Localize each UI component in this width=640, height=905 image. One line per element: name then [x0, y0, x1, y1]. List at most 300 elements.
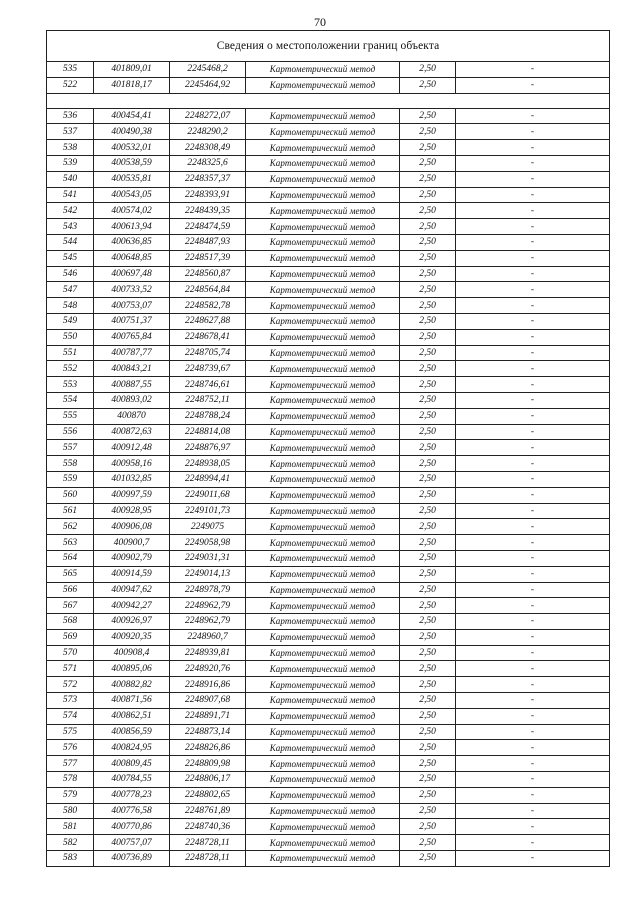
table-row — [47, 851, 610, 867]
y-coordinate-cell: 2248439,35 — [170, 203, 246, 219]
y-coordinate-cell: 2248728,11 — [170, 835, 246, 851]
description-cell: - — [456, 266, 610, 282]
precision-cell: 2,50 — [400, 108, 456, 124]
point-number-cell: 570 — [47, 645, 94, 661]
table-row — [47, 377, 610, 393]
table-row — [47, 803, 610, 819]
x-coordinate-cell: 400895,06 — [94, 661, 170, 677]
method-cell: Картометрический метод — [246, 313, 400, 329]
table-row — [47, 313, 610, 329]
boundary-coordinates-table — [46, 30, 610, 867]
method-cell: Картометрический метод — [246, 282, 400, 298]
point-number-cell: 567 — [47, 598, 94, 614]
description-cell: - — [456, 140, 610, 156]
point-number-cell: 548 — [47, 298, 94, 314]
description-cell: - — [456, 155, 610, 171]
x-coordinate-cell: 400902,79 — [94, 550, 170, 566]
table-row — [47, 582, 610, 598]
y-coordinate-cell: 2248814,08 — [170, 424, 246, 440]
description-cell: - — [456, 598, 610, 614]
description-cell: - — [456, 456, 610, 472]
page-number: 70 — [314, 15, 326, 29]
y-coordinate-cell: 2248272,07 — [170, 108, 246, 124]
point-number-cell: 549 — [47, 313, 94, 329]
x-coordinate-cell: 400490,38 — [94, 124, 170, 140]
point-number-cell: 565 — [47, 566, 94, 582]
x-coordinate-cell: 400928,95 — [94, 503, 170, 519]
precision-cell: 2,50 — [400, 835, 456, 851]
y-coordinate-cell: 2249011,68 — [170, 487, 246, 503]
y-coordinate-cell: 2248962,79 — [170, 614, 246, 630]
table-row — [47, 535, 610, 551]
table-row — [47, 282, 610, 298]
method-cell: Картометрический метод — [246, 108, 400, 124]
description-cell: - — [456, 298, 610, 314]
y-coordinate-cell: 2249031,31 — [170, 550, 246, 566]
method-cell: Картометрический метод — [246, 187, 400, 203]
precision-cell: 2,50 — [400, 471, 456, 487]
description-cell: - — [456, 250, 610, 266]
point-number-cell: 559 — [47, 471, 94, 487]
precision-cell: 2,50 — [400, 408, 456, 424]
table-row — [47, 203, 610, 219]
precision-cell: 2,50 — [400, 661, 456, 677]
method-cell: Картометрический метод — [246, 155, 400, 171]
y-coordinate-cell: 2249058,98 — [170, 535, 246, 551]
method-cell: Картометрический метод — [246, 62, 400, 78]
point-number-cell: 582 — [47, 835, 94, 851]
x-coordinate-cell: 400942,27 — [94, 598, 170, 614]
x-coordinate-cell: 400574,02 — [94, 203, 170, 219]
y-coordinate-cell: 2248873,14 — [170, 724, 246, 740]
table-row — [47, 440, 610, 456]
precision-cell: 2,50 — [400, 819, 456, 835]
table-row — [47, 487, 610, 503]
x-coordinate-cell: 400538,59 — [94, 155, 170, 171]
x-coordinate-cell: 400882,82 — [94, 677, 170, 693]
table-row — [47, 677, 610, 693]
x-coordinate-cell: 400871,56 — [94, 693, 170, 709]
precision-cell: 2,50 — [400, 582, 456, 598]
method-cell: Картометрический метод — [246, 408, 400, 424]
table-row — [47, 266, 610, 282]
precision-cell: 2,50 — [400, 803, 456, 819]
y-coordinate-cell: 2248308,49 — [170, 140, 246, 156]
y-coordinate-cell: 2248962,79 — [170, 598, 246, 614]
description-cell: - — [456, 787, 610, 803]
description-cell: - — [456, 345, 610, 361]
y-coordinate-cell: 2248705,74 — [170, 345, 246, 361]
point-number-cell: 535 — [47, 62, 94, 78]
method-cell: Картометрический метод — [246, 329, 400, 345]
description-cell: - — [456, 392, 610, 408]
precision-cell: 2,50 — [400, 424, 456, 440]
precision-cell: 2,50 — [400, 124, 456, 140]
method-cell: Картометрический метод — [246, 298, 400, 314]
precision-cell: 2,50 — [400, 234, 456, 250]
precision-cell: 2,50 — [400, 345, 456, 361]
point-number-cell: 555 — [47, 408, 94, 424]
table-body — [47, 31, 610, 867]
description-cell: - — [456, 219, 610, 235]
precision-cell: 2,50 — [400, 566, 456, 582]
description-cell: - — [456, 756, 610, 772]
method-cell: Картометрический метод — [246, 487, 400, 503]
precision-cell: 2,50 — [400, 219, 456, 235]
precision-cell: 2,50 — [400, 313, 456, 329]
precision-cell: 2,50 — [400, 203, 456, 219]
table-row — [47, 772, 610, 788]
precision-cell: 2,50 — [400, 519, 456, 535]
point-number-cell: 554 — [47, 392, 94, 408]
table-row — [47, 408, 610, 424]
precision-cell: 2,50 — [400, 361, 456, 377]
description-cell: - — [456, 708, 610, 724]
y-coordinate-cell: 2248678,41 — [170, 329, 246, 345]
description-cell: - — [456, 440, 610, 456]
precision-cell: 2,50 — [400, 708, 456, 724]
method-cell: Картометрический метод — [246, 250, 400, 266]
point-number-cell: 574 — [47, 708, 94, 724]
description-cell: - — [456, 535, 610, 551]
x-coordinate-cell: 400862,51 — [94, 708, 170, 724]
y-coordinate-cell: 2248802,65 — [170, 787, 246, 803]
precision-cell: 2,50 — [400, 440, 456, 456]
x-coordinate-cell: 401032,85 — [94, 471, 170, 487]
description-cell: - — [456, 724, 610, 740]
method-cell: Картометрический метод — [246, 787, 400, 803]
table-row — [47, 740, 610, 756]
y-coordinate-cell: 2248891,71 — [170, 708, 246, 724]
description-cell: - — [456, 361, 610, 377]
precision-cell: 2,50 — [400, 550, 456, 566]
x-coordinate-cell: 400908,4 — [94, 645, 170, 661]
y-coordinate-cell: 2248806,17 — [170, 772, 246, 788]
method-cell: Картометрический метод — [246, 392, 400, 408]
table-row — [47, 503, 610, 519]
x-coordinate-cell: 400926,97 — [94, 614, 170, 630]
method-cell: Картометрический метод — [246, 724, 400, 740]
y-coordinate-cell: 2248920,76 — [170, 661, 246, 677]
point-number-cell: 577 — [47, 756, 94, 772]
x-coordinate-cell: 400809,45 — [94, 756, 170, 772]
x-coordinate-cell: 400751,37 — [94, 313, 170, 329]
method-cell: Картометрический метод — [246, 550, 400, 566]
description-cell: - — [456, 187, 610, 203]
precision-cell: 2,50 — [400, 77, 456, 93]
x-coordinate-cell: 400765,84 — [94, 329, 170, 345]
description-cell: - — [456, 550, 610, 566]
description-cell: - — [456, 740, 610, 756]
point-number-cell: 539 — [47, 155, 94, 171]
method-cell: Картометрический метод — [246, 140, 400, 156]
precision-cell: 2,50 — [400, 772, 456, 788]
x-coordinate-cell: 400532,01 — [94, 140, 170, 156]
precision-cell: 2,50 — [400, 187, 456, 203]
precision-cell: 2,50 — [400, 787, 456, 803]
point-number-cell: 542 — [47, 203, 94, 219]
method-cell: Картометрический метод — [246, 377, 400, 393]
description-cell: - — [456, 424, 610, 440]
x-coordinate-cell: 400770,86 — [94, 819, 170, 835]
precision-cell: 2,50 — [400, 266, 456, 282]
y-coordinate-cell: 2248826,86 — [170, 740, 246, 756]
precision-cell: 2,50 — [400, 140, 456, 156]
method-cell: Картометрический метод — [246, 677, 400, 693]
y-coordinate-cell: 2245464,92 — [170, 77, 246, 93]
description-cell: - — [456, 614, 610, 630]
description-cell: - — [456, 62, 610, 78]
y-coordinate-cell: 2248907,68 — [170, 693, 246, 709]
method-cell: Картометрический метод — [246, 598, 400, 614]
method-cell: Картометрический метод — [246, 851, 400, 867]
method-cell: Картометрический метод — [246, 535, 400, 551]
precision-cell: 2,50 — [400, 171, 456, 187]
y-coordinate-cell: 2248938,05 — [170, 456, 246, 472]
description-cell: - — [456, 329, 610, 345]
table-row — [47, 566, 610, 582]
point-number-cell: 580 — [47, 803, 94, 819]
x-coordinate-cell: 401809,01 — [94, 62, 170, 78]
x-coordinate-cell: 400843,21 — [94, 361, 170, 377]
description-cell: - — [456, 519, 610, 535]
precision-cell: 2,50 — [400, 503, 456, 519]
method-cell: Картометрический метод — [246, 219, 400, 235]
precision-cell: 2,50 — [400, 598, 456, 614]
x-coordinate-cell: 400824,95 — [94, 740, 170, 756]
y-coordinate-cell: 2249014,13 — [170, 566, 246, 582]
table-row — [47, 62, 610, 78]
x-coordinate-cell: 400856,59 — [94, 724, 170, 740]
point-number-cell: 541 — [47, 187, 94, 203]
y-coordinate-cell: 2248978,79 — [170, 582, 246, 598]
x-coordinate-cell: 400872,63 — [94, 424, 170, 440]
method-cell: Картометрический метод — [246, 171, 400, 187]
precision-cell: 2,50 — [400, 456, 456, 472]
precision-cell: 2,50 — [400, 677, 456, 693]
point-number-cell: 556 — [47, 424, 94, 440]
method-cell: Картометрический метод — [246, 77, 400, 93]
point-number-cell: 568 — [47, 614, 94, 630]
description-cell: - — [456, 171, 610, 187]
x-coordinate-cell: 400958,16 — [94, 456, 170, 472]
boundary-table-container — [46, 30, 609, 867]
y-coordinate-cell: 2248474,59 — [170, 219, 246, 235]
y-coordinate-cell: 2248939,81 — [170, 645, 246, 661]
description-cell: - — [456, 661, 610, 677]
method-cell: Картометрический метод — [246, 756, 400, 772]
method-cell: Картометрический метод — [246, 424, 400, 440]
method-cell: Картометрический метод — [246, 803, 400, 819]
method-cell: Картометрический метод — [246, 124, 400, 140]
table-title-row — [47, 31, 610, 62]
table-row — [47, 140, 610, 156]
description-cell: - — [456, 803, 610, 819]
x-coordinate-cell: 400920,35 — [94, 629, 170, 645]
y-coordinate-cell: 2248752,11 — [170, 392, 246, 408]
method-cell: Картометрический метод — [246, 234, 400, 250]
description-cell: - — [456, 772, 610, 788]
description-cell: - — [456, 645, 610, 661]
y-coordinate-cell: 2248517,39 — [170, 250, 246, 266]
separator-cell — [47, 93, 610, 108]
x-coordinate-cell: 400535,81 — [94, 171, 170, 187]
table-row — [47, 345, 610, 361]
table-row — [47, 550, 610, 566]
precision-cell: 2,50 — [400, 155, 456, 171]
x-coordinate-cell: 400893,02 — [94, 392, 170, 408]
x-coordinate-cell: 400906,08 — [94, 519, 170, 535]
point-number-cell: 551 — [47, 345, 94, 361]
y-coordinate-cell: 2248916,86 — [170, 677, 246, 693]
description-cell: - — [456, 566, 610, 582]
x-coordinate-cell: 400454,41 — [94, 108, 170, 124]
description-cell: - — [456, 203, 610, 219]
table-row — [47, 708, 610, 724]
description-cell: - — [456, 693, 610, 709]
x-coordinate-cell: 400947,62 — [94, 582, 170, 598]
x-coordinate-cell: 400753,07 — [94, 298, 170, 314]
y-coordinate-cell: 2248876,97 — [170, 440, 246, 456]
description-cell: - — [456, 629, 610, 645]
method-cell: Картометрический метод — [246, 708, 400, 724]
point-number-cell: 583 — [47, 851, 94, 867]
y-coordinate-cell: 2248357,37 — [170, 171, 246, 187]
x-coordinate-cell: 400900,7 — [94, 535, 170, 551]
y-coordinate-cell: 2248739,67 — [170, 361, 246, 377]
table-row — [47, 155, 610, 171]
point-number-cell: 563 — [47, 535, 94, 551]
table-row — [47, 124, 610, 140]
x-coordinate-cell: 400613,94 — [94, 219, 170, 235]
x-coordinate-cell: 400778,23 — [94, 787, 170, 803]
description-cell: - — [456, 487, 610, 503]
description-cell: - — [456, 503, 610, 519]
precision-cell: 2,50 — [400, 724, 456, 740]
precision-cell: 2,50 — [400, 614, 456, 630]
table-row — [47, 756, 610, 772]
point-number-cell: 536 — [47, 108, 94, 124]
y-coordinate-cell: 2249101,73 — [170, 503, 246, 519]
x-coordinate-cell: 400776,58 — [94, 803, 170, 819]
table-row — [47, 835, 610, 851]
point-number-cell: 550 — [47, 329, 94, 345]
description-cell: - — [456, 282, 610, 298]
point-number-cell: 575 — [47, 724, 94, 740]
point-number-cell: 579 — [47, 787, 94, 803]
x-coordinate-cell: 400784,55 — [94, 772, 170, 788]
description-cell: - — [456, 313, 610, 329]
description-cell: - — [456, 124, 610, 140]
description-cell: - — [456, 471, 610, 487]
y-coordinate-cell: 2248809,98 — [170, 756, 246, 772]
precision-cell: 2,50 — [400, 693, 456, 709]
table-row — [47, 77, 610, 93]
point-number-cell: 573 — [47, 693, 94, 709]
precision-cell: 2,50 — [400, 298, 456, 314]
table-row — [47, 819, 610, 835]
method-cell: Картометрический метод — [246, 503, 400, 519]
point-number-cell: 578 — [47, 772, 94, 788]
table-row — [47, 614, 610, 630]
method-cell: Картометрический метод — [246, 693, 400, 709]
point-number-cell: 543 — [47, 219, 94, 235]
method-cell: Картометрический метод — [246, 819, 400, 835]
y-coordinate-cell: 2248728,11 — [170, 851, 246, 867]
x-coordinate-cell: 400870 — [94, 408, 170, 424]
y-coordinate-cell: 2248746,61 — [170, 377, 246, 393]
y-coordinate-cell: 2248627,88 — [170, 313, 246, 329]
x-coordinate-cell: 400912,48 — [94, 440, 170, 456]
description-cell: - — [456, 408, 610, 424]
table-row — [47, 250, 610, 266]
description-cell: - — [456, 819, 610, 835]
x-coordinate-cell: 400997,59 — [94, 487, 170, 503]
point-number-cell: 569 — [47, 629, 94, 645]
x-coordinate-cell: 401818,17 — [94, 77, 170, 93]
point-number-cell: 576 — [47, 740, 94, 756]
point-number-cell: 562 — [47, 519, 94, 535]
method-cell: Картометрический метод — [246, 361, 400, 377]
precision-cell: 2,50 — [400, 329, 456, 345]
point-number-cell: 564 — [47, 550, 94, 566]
method-cell: Картометрический метод — [246, 203, 400, 219]
y-coordinate-cell: 2248740,36 — [170, 819, 246, 835]
y-coordinate-cell: 2248393,91 — [170, 187, 246, 203]
table-row — [47, 219, 610, 235]
method-cell: Картометрический метод — [246, 772, 400, 788]
table-row — [47, 329, 610, 345]
point-number-cell: 571 — [47, 661, 94, 677]
method-cell: Картометрический метод — [246, 661, 400, 677]
point-number-cell: 522 — [47, 77, 94, 93]
table-row — [47, 392, 610, 408]
method-cell: Картометрический метод — [246, 629, 400, 645]
table-row — [47, 598, 610, 614]
x-coordinate-cell: 400736,89 — [94, 851, 170, 867]
precision-cell: 2,50 — [400, 756, 456, 772]
point-number-cell: 544 — [47, 234, 94, 250]
table-row — [47, 234, 610, 250]
point-number-cell: 553 — [47, 377, 94, 393]
point-number-cell: 545 — [47, 250, 94, 266]
method-cell: Картометрический метод — [246, 645, 400, 661]
table-row — [47, 298, 610, 314]
description-cell: - — [456, 677, 610, 693]
point-number-cell: 566 — [47, 582, 94, 598]
method-cell: Картометрический метод — [246, 266, 400, 282]
description-cell: - — [456, 377, 610, 393]
table-row — [47, 629, 610, 645]
y-coordinate-cell: 2248564,84 — [170, 282, 246, 298]
x-coordinate-cell: 400733,52 — [94, 282, 170, 298]
method-cell: Картометрический метод — [246, 519, 400, 535]
method-cell: Картометрический метод — [246, 440, 400, 456]
y-coordinate-cell: 2248325,6 — [170, 155, 246, 171]
point-number-cell: 560 — [47, 487, 94, 503]
y-coordinate-cell: 2248960,7 — [170, 629, 246, 645]
method-cell: Картометрический метод — [246, 740, 400, 756]
group-separator-row — [47, 93, 610, 108]
x-coordinate-cell: 400887,55 — [94, 377, 170, 393]
precision-cell: 2,50 — [400, 851, 456, 867]
x-coordinate-cell: 400914,59 — [94, 566, 170, 582]
precision-cell: 2,50 — [400, 282, 456, 298]
y-coordinate-cell: 2248487,93 — [170, 234, 246, 250]
description-cell: - — [456, 851, 610, 867]
y-coordinate-cell: 2249075 — [170, 519, 246, 535]
y-coordinate-cell: 2248994,41 — [170, 471, 246, 487]
